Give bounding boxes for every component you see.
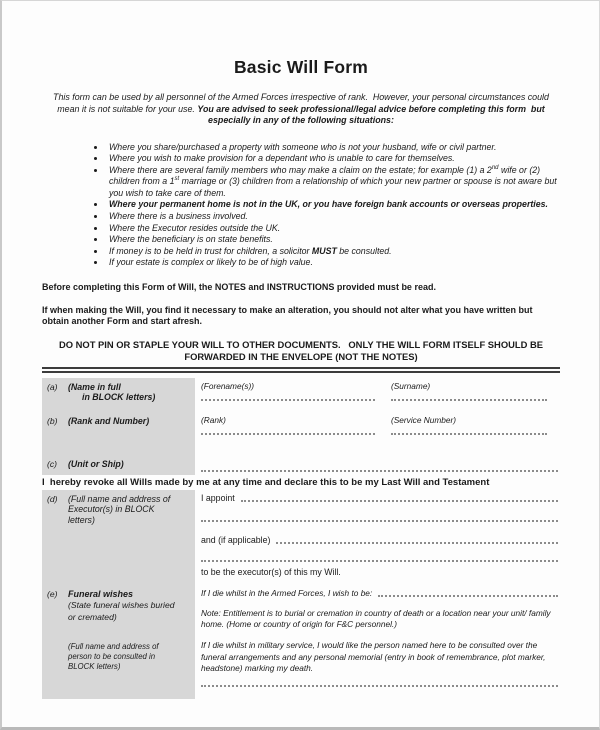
alteration-line: If when making the Will, you find it necessary to make an alteration, you should not alter what you have written but obtain another Form and start afresh. [42,304,533,327]
form-row-executors [42,490,560,584]
rank-hint: (Rank) [201,414,226,425]
row-id-a: (a) [47,381,58,392]
list-item-foreign-home: • Where your permanent home is not in the UK, or you have foreign bank accounts or overseas properties. [106,199,560,211]
consult-person-field-line[interactable] [201,683,558,687]
superscript-st: st [174,176,180,183]
executor-name-line-4[interactable] [201,558,558,562]
row-a-content-cell [195,378,560,412]
page-title: Basic Will Form [233,57,369,77]
executor-name-line-1[interactable] [241,500,558,502]
row-e-content-cell [195,584,560,699]
service-number-field-line[interactable] [391,425,547,435]
surname-hint: (Surname) [391,380,431,391]
row-d-label-cell [42,490,195,584]
list-item-executor-abroad: • Where the Executor resides outside the UK. [106,223,560,235]
intro-paragraph [42,92,560,127]
will-form-table [42,378,560,699]
revoke-declaration: I hereby revoke all Wills made by me at any time and declare this to be my Last Will and Testament [42,476,490,488]
executors-label: (Full name and address of Executor(s) in BLOCK letters) [68,493,171,525]
entitlement-note: Note: Entitlement is to burial or cremation in country of death or a location near your unit/ family home. (Home or country of origin for F&C personnel.) [201,607,551,630]
list-item-family-claims: • Where there are several family members who may make a claim on the estate; for example (1) a 2nd wife or (2) children from a 1st marriage or (3) children from a relationship of which your new partner or spouse is not aware but you wish to take care of them. [106,165,560,200]
rank-number-label: (Rank and Number) [68,415,150,426]
row-d-content-cell [195,490,560,584]
row-b-content-cell [195,412,560,447]
burial-wish-field-line[interactable] [378,595,558,597]
forename-hint: (Forename(s)) [201,380,255,391]
surname-field-line[interactable] [391,391,547,401]
row-b-label-cell [42,412,195,447]
list-item-shared-property: • Where you share/purchased a property with someone who is not your husband, wife or civil partner. [106,142,560,154]
do-not-pin-warning: DO NOT PIN OR STAPLE YOUR WILL TO OTHER DOCUMENTS. ONLY THE WILL FORM ITSELF SHOULD BE FORWARDED IN THE ENVELOPE (NOT THE NOTES) [58,338,546,362]
must-emphasis: MUST [311,245,337,256]
form-row-name [42,378,560,412]
appoint-prefix: I appoint [201,492,235,503]
section-divider [42,367,560,373]
row-c-label-cell [42,447,195,475]
wish-prefix: If I die whilst in the Armed Forces, I wish to be: [201,587,373,598]
intro-text: This form can be used by all personnel of the Armed Forces irrespective of rank. However, your personal circumstances could mean it is not suitable for your use. [53,92,552,114]
situations-list [42,142,560,270]
intro-advice-bold: You are advised to seek professional/legal advice before completing this form but especially in any of the following situations: [197,103,548,125]
form-row-rank-number [42,412,560,447]
row-id-d: (d) [47,493,58,504]
list-item-complex-estate: • If your estate is complex or likely to be of high value. [106,257,560,269]
executor-name-line-2[interactable] [201,518,558,522]
row-a-label-cell [42,378,195,412]
forename-field-line[interactable] [201,391,375,401]
row-id-e: (e) [47,588,58,599]
consult-person-paragraph: If I die whilst in military service, I would like the person named here to be consulted over the funeral arrangements and any personal memorial (entry in book of remembrance, plot marker, headstone) marking my death. [201,640,546,674]
executor-suffix: to be the executor(s) of this my Will. [201,566,341,577]
row-c-content-cell [195,447,560,475]
buried-cremated-sublabel: (State funeral wishes buried or cremated) [68,600,175,622]
form-row-funeral-wishes [42,584,560,699]
document-content [42,1,560,699]
consult-person-label: (Full name and address of person to be consulted in BLOCK letters) [68,642,159,671]
form-row-unit-ship [42,447,560,475]
list-item-trust-solicitor: • If money is to be held in trust for children, a solicitor MUST be consulted. [106,246,560,258]
name-label: (Name in full in BLOCK letters) [68,381,156,403]
superscript-nd: nd [491,164,499,171]
row-id-b: (b) [47,415,58,426]
executor-name-line-3[interactable] [276,542,558,544]
unit-ship-label: (Unit or Ship) [68,458,124,469]
row-e-label-cell [42,584,195,699]
row-id-c: (c) [47,458,58,469]
list-item-dependant-provision: • Where you wish to make provision for a dependant who is unable to care for themselves. [106,153,560,165]
notes-instructions-line: Before completing this Form of Will, the NOTES and INSTRUCTIONS provided must be read. [42,282,436,293]
rank-field-line[interactable] [201,425,375,435]
unit-ship-field-line[interactable] [201,468,558,472]
funeral-wishes-label: Funeral wishes [68,588,134,599]
list-item-business: • Where there is a business involved. [106,211,560,223]
service-number-hint: (Service Number) [391,414,457,425]
list-item-state-benefits: • Where the beneficiary is on state benefits. [106,234,560,246]
if-applicable-prefix: and (if applicable) [201,534,271,545]
